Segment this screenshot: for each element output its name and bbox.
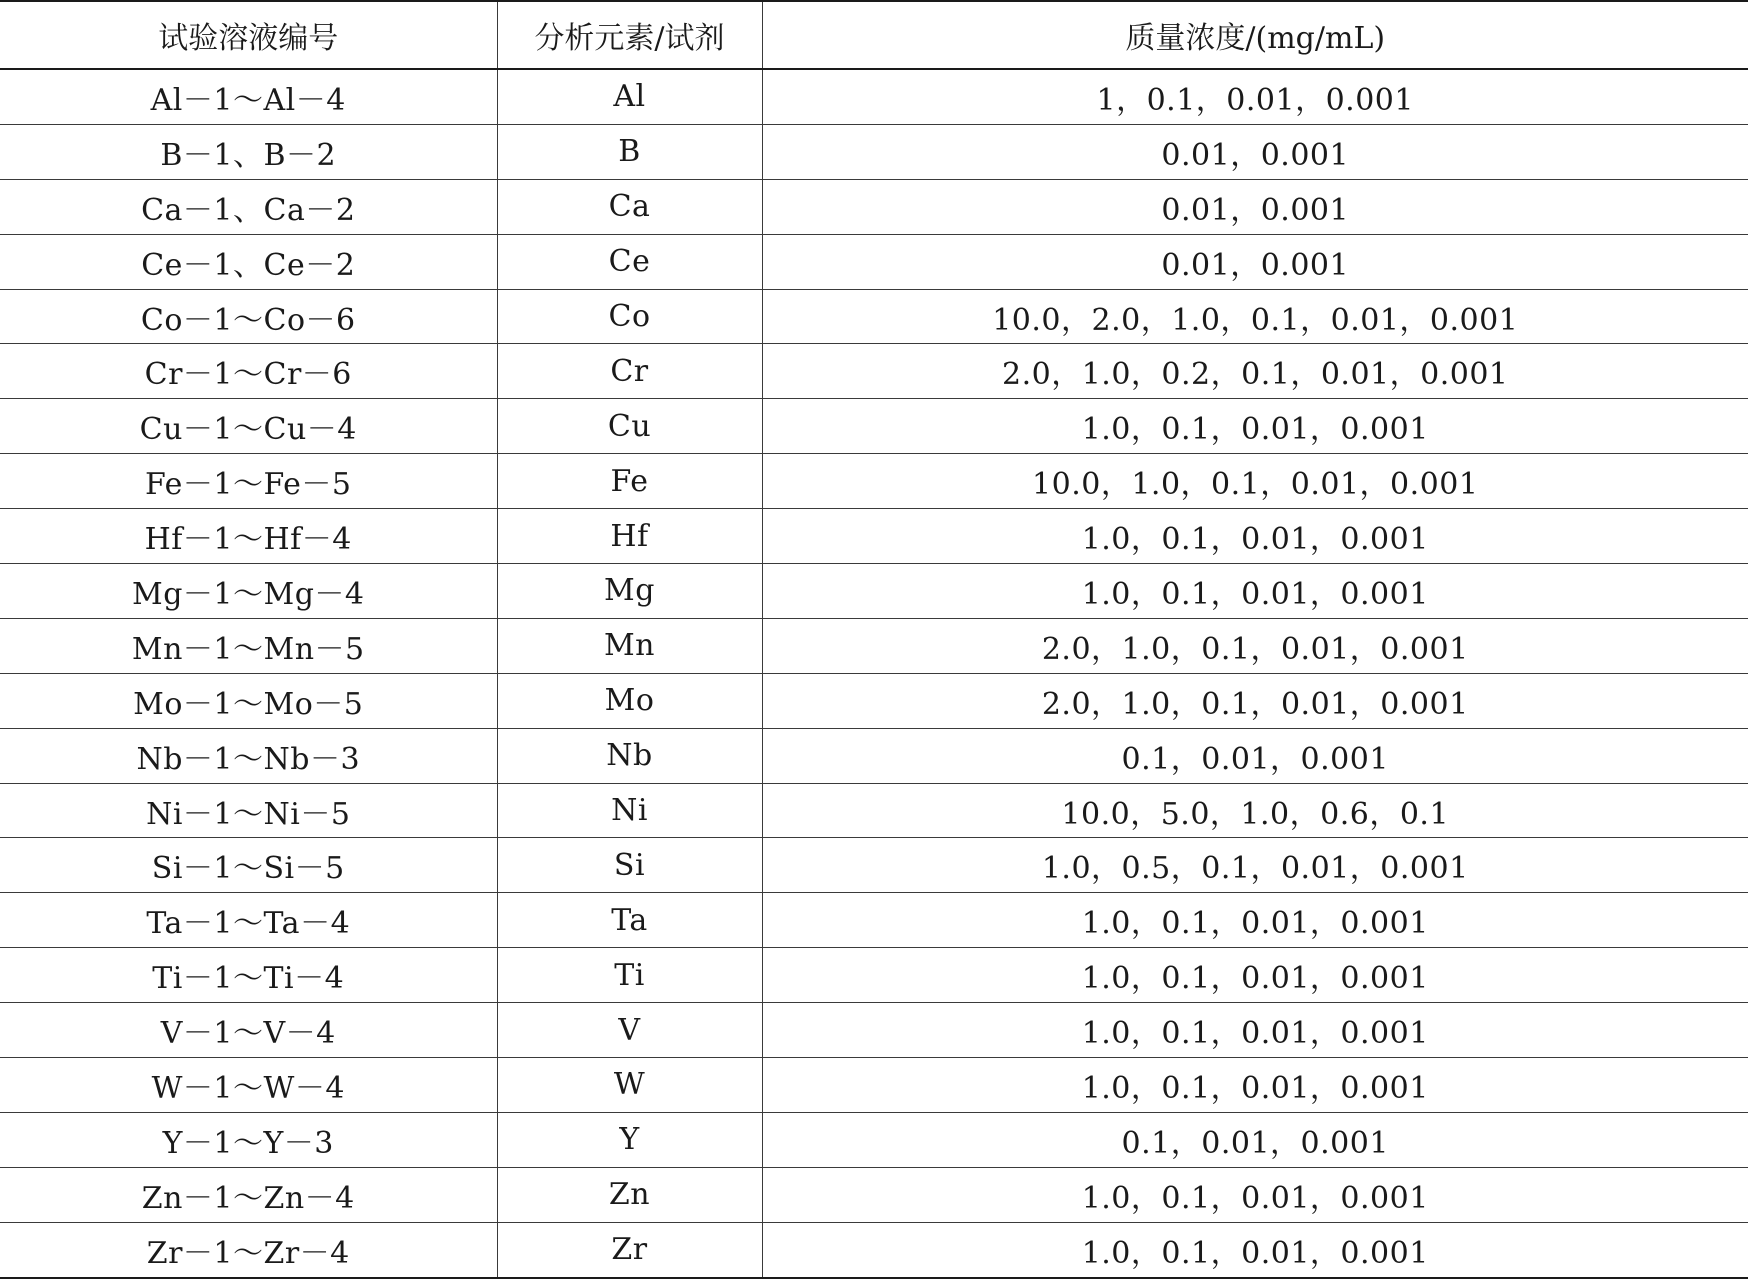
cell-element: Ta bbox=[497, 893, 762, 948]
cell-solution-id: Fe－1～Fe－5 bbox=[0, 454, 497, 509]
table-row bbox=[0, 728, 1748, 783]
table-row bbox=[0, 673, 1748, 728]
cell-mass-concentration: 0.01，0.001 bbox=[762, 179, 1748, 234]
table-row bbox=[0, 618, 1748, 673]
table-row bbox=[0, 399, 1748, 454]
cell-mass-concentration: 10.0，5.0，1.0，0.6，0.1 bbox=[762, 783, 1748, 838]
cell-solution-id: Ce－1、Ce－2 bbox=[0, 234, 497, 289]
table-row bbox=[0, 509, 1748, 564]
cell-element: Ca bbox=[497, 179, 762, 234]
cell-solution-id: V－1～V－4 bbox=[0, 1003, 497, 1058]
cell-mass-concentration: 1.0，0.1，0.01，0.001 bbox=[762, 1003, 1748, 1058]
cell-solution-id: B－1、B－2 bbox=[0, 124, 497, 179]
table-row bbox=[0, 179, 1748, 234]
table-row bbox=[0, 564, 1748, 619]
table-row bbox=[0, 948, 1748, 1003]
cell-mass-concentration: 10.0，2.0，1.0，0.1，0.01，0.001 bbox=[762, 289, 1748, 344]
table-row bbox=[0, 234, 1748, 289]
header-row bbox=[0, 1, 1748, 69]
cell-mass-concentration: 1.0，0.1，0.01，0.001 bbox=[762, 399, 1748, 454]
cell-solution-id: Ca－1、Ca－2 bbox=[0, 179, 497, 234]
cell-solution-id: Ti－1～Ti－4 bbox=[0, 948, 497, 1003]
table-row bbox=[0, 344, 1748, 399]
cell-mass-concentration: 1.0，0.1，0.01，0.001 bbox=[762, 1167, 1748, 1222]
cell-solution-id: Si－1～Si－5 bbox=[0, 838, 497, 893]
table-row bbox=[0, 69, 1748, 124]
table-row bbox=[0, 893, 1748, 948]
cell-mass-concentration: 0.01，0.001 bbox=[762, 124, 1748, 179]
cell-solution-id: Cr－1～Cr－6 bbox=[0, 344, 497, 399]
cell-mass-concentration: 2.0，1.0，0.2，0.1，0.01，0.001 bbox=[762, 344, 1748, 399]
cell-solution-id: Y－1～Y－3 bbox=[0, 1112, 497, 1167]
table-row bbox=[0, 1112, 1748, 1167]
cell-element: Zr bbox=[497, 1222, 762, 1277]
cell-solution-id: Nb－1～Nb－3 bbox=[0, 728, 497, 783]
cell-mass-concentration: 2.0，1.0，0.1，0.01，0.001 bbox=[762, 673, 1748, 728]
cell-element: Si bbox=[497, 838, 762, 893]
cell-element: Zn bbox=[497, 1167, 762, 1222]
cell-solution-id: Co－1～Co－6 bbox=[0, 289, 497, 344]
table-header bbox=[0, 1, 1748, 69]
table-row bbox=[0, 1058, 1748, 1113]
table-row bbox=[0, 289, 1748, 344]
cell-element: Ce bbox=[497, 234, 762, 289]
cell-element: Ti bbox=[497, 948, 762, 1003]
cell-mass-concentration: 1.0，0.1，0.01，0.001 bbox=[762, 893, 1748, 948]
cell-mass-concentration: 0.1，0.01，0.001 bbox=[762, 1112, 1748, 1167]
cell-mass-concentration: 1.0，0.5，0.1，0.01，0.001 bbox=[762, 838, 1748, 893]
cell-element: Al bbox=[497, 69, 762, 124]
cell-solution-id: Mo－1～Mo－5 bbox=[0, 673, 497, 728]
cell-solution-id: Zn－1～Zn－4 bbox=[0, 1167, 497, 1222]
cell-mass-concentration: 1.0，0.1，0.01，0.001 bbox=[762, 509, 1748, 564]
cell-element: B bbox=[497, 124, 762, 179]
header-mass-concentration: 质量浓度/(mg/mL) bbox=[762, 1, 1748, 69]
table-row bbox=[0, 454, 1748, 509]
header-element-reagent: 分析元素/试剂 bbox=[497, 1, 762, 69]
cell-element: Fe bbox=[497, 454, 762, 509]
cell-solution-id: W－1～W－4 bbox=[0, 1058, 497, 1113]
cell-solution-id: Cu－1～Cu－4 bbox=[0, 399, 497, 454]
cell-element: Nb bbox=[497, 728, 762, 783]
cell-mass-concentration: 1.0，0.1，0.01，0.001 bbox=[762, 1058, 1748, 1113]
cell-mass-concentration: 10.0，1.0，0.1，0.01，0.001 bbox=[762, 454, 1748, 509]
table-row bbox=[0, 124, 1748, 179]
header-solution-id: 试验溶液编号 bbox=[0, 1, 497, 69]
cell-mass-concentration: 1.0，0.1，0.01，0.001 bbox=[762, 1222, 1748, 1277]
cell-mass-concentration: 1，0.1，0.01，0.001 bbox=[762, 69, 1748, 124]
cell-solution-id: Ta－1～Ta－4 bbox=[0, 893, 497, 948]
cell-element: V bbox=[497, 1003, 762, 1058]
cell-solution-id: Al－1～Al－4 bbox=[0, 69, 497, 124]
cell-element: Mo bbox=[497, 673, 762, 728]
table-row bbox=[0, 1222, 1748, 1277]
cell-element: Y bbox=[497, 1112, 762, 1167]
cell-solution-id: Hf－1～Hf－4 bbox=[0, 509, 497, 564]
cell-mass-concentration: 1.0，0.1，0.01，0.001 bbox=[762, 564, 1748, 619]
cell-element: Hf bbox=[497, 509, 762, 564]
cell-element: Ni bbox=[497, 783, 762, 838]
cell-solution-id: Mn－1～Mn－5 bbox=[0, 618, 497, 673]
table-row bbox=[0, 1003, 1748, 1058]
table-row bbox=[0, 783, 1748, 838]
cell-solution-id: Zr－1～Zr－4 bbox=[0, 1222, 497, 1277]
cell-solution-id: Ni－1～Ni－5 bbox=[0, 783, 497, 838]
cell-mass-concentration: 2.0，1.0，0.1，0.01，0.001 bbox=[762, 618, 1748, 673]
table-row bbox=[0, 838, 1748, 893]
cell-element: Mg bbox=[497, 564, 762, 619]
cell-mass-concentration: 1.0，0.1，0.01，0.001 bbox=[762, 948, 1748, 1003]
cell-mass-concentration: 0.01，0.001 bbox=[762, 234, 1748, 289]
cell-element: Cr bbox=[497, 344, 762, 399]
cell-element: Co bbox=[497, 289, 762, 344]
table-body bbox=[0, 69, 1748, 1278]
table-row bbox=[0, 1167, 1748, 1222]
cell-mass-concentration: 0.1，0.01，0.001 bbox=[762, 728, 1748, 783]
cell-element: Mn bbox=[497, 618, 762, 673]
cell-element: W bbox=[497, 1058, 762, 1113]
cell-element: Cu bbox=[497, 399, 762, 454]
cell-solution-id: Mg－1～Mg－4 bbox=[0, 564, 497, 619]
